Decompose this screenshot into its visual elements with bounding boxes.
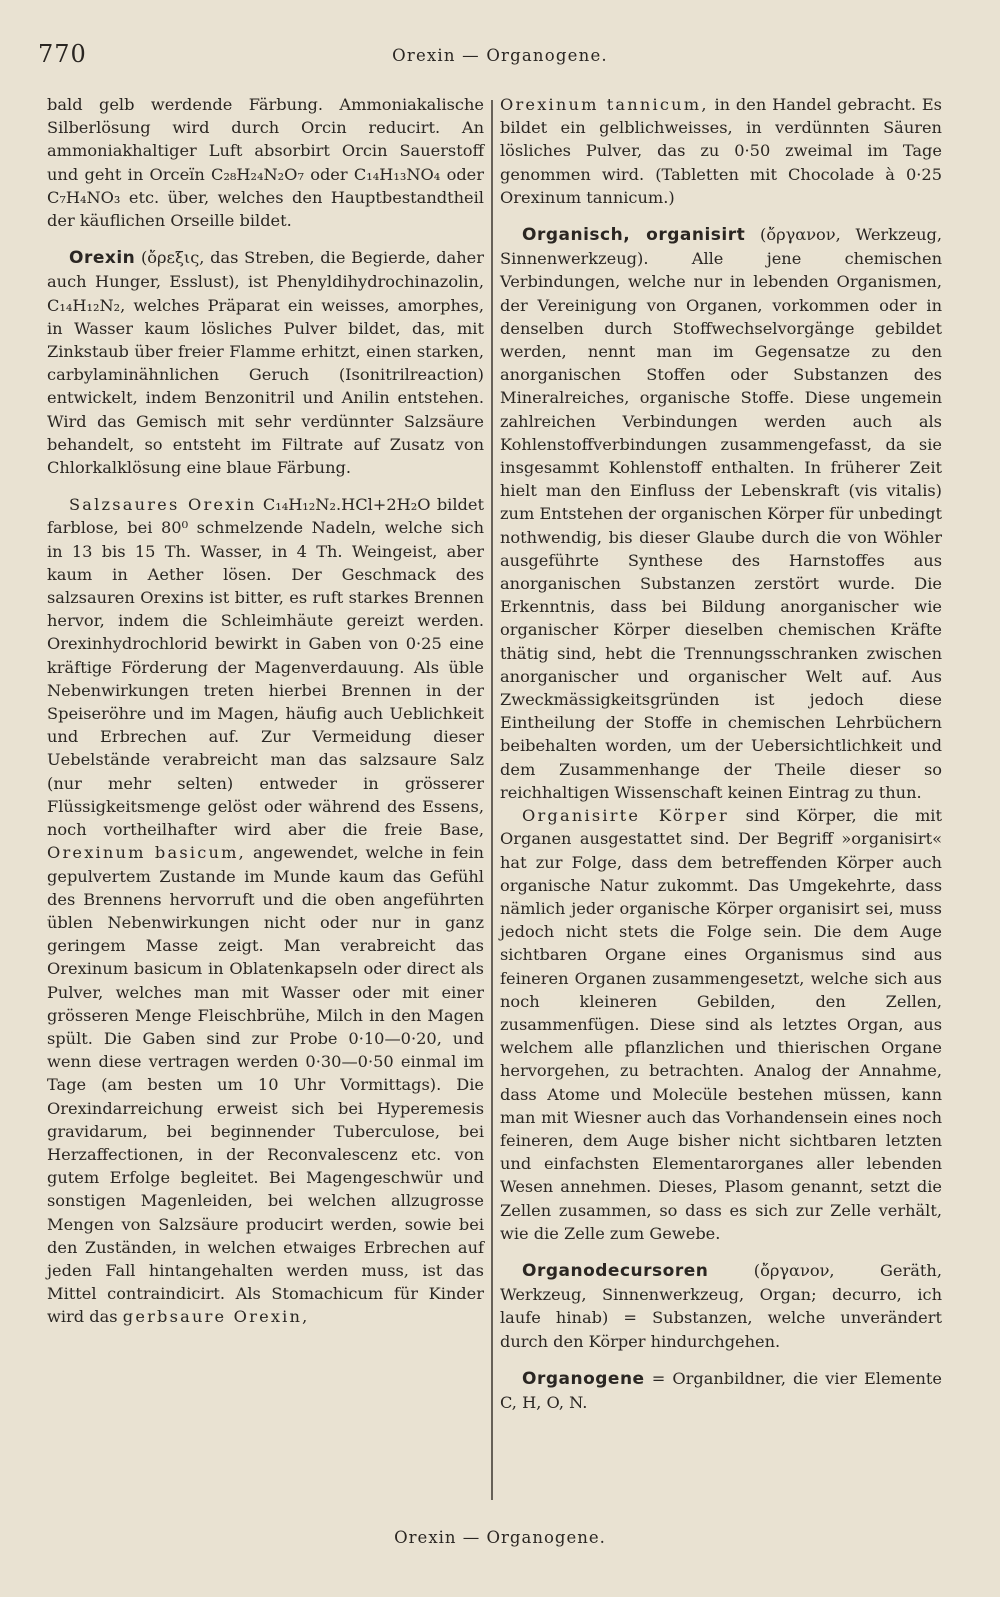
salzsaures-text-2: angewendet, welche in fein gepulvertem Zustande im Munde kaum das Gefühl des Brennens hervorruft und die oben angeführten üblen Nebenwirkungen nicht oder nur in ganz geringem Masse zeigt. Man verabreicht das Orexinum basicum in Oblatenkapseln oder direct als Pulver, welches man mit Wasser oder mit einer grösseren Menge Fleischbrühe, Milch in den Magen spült. Die Gaben sind zur Probe 0·10—0·20, und wenn diese vertragen werden 0·30—0·50 einmal im Tage (am besten um 10 Uhr Vormittags). Die Orexindarreichung erweist sich bei Hyperemesis gravidarum, bei beginnender Tuberculose, bei Herzaffectionen, in der Reconvalescenz etc. von gutem Erfolge begleitet. Bei Magengeschwür und sonstigen Magenleiden, bei welchen allzugrosse Mengen von Salzsäure producirt werden, sowie bei den Zuständen, in welchen etwaiges Erbrechen auf jeden Fall hintangehalten werden muss, ist das Mittel contraindicirt. Als Stomachicum für Kinder wird das bbox=[47, 843, 484, 1327]
headword-organodecursoren: Organodecursoren bbox=[522, 1260, 709, 1281]
page-number: 770 bbox=[38, 40, 87, 68]
tannicum-text: in den Handel gebracht. Es bildet ein gelblichweisses, in verdünnten Säuren lösliches Pulver, das zu 0·50 zweimal im Tage genommen wird. (Tabletten mit Chocolade à 0·25 Orexinum tannicum.) bbox=[500, 95, 942, 207]
organodecursoren-text: (ὄργανον, Geräth, Werkzeug, Sinnenwerkzeug, Organ; decurro, ich laufe hinab) = Substanzen, welche unverändert durch den Körper hindurchgehen. bbox=[500, 1260, 942, 1351]
orexin-text: (ὄρεξις, das Streben, die Begierde, daher auch Hunger, Esslust), ist Phenyldihydrochinazolin, C₁₄H₁₂N₂, welches Präparat ein weisses, amorphes, in Wasser kaum lösliches Pulver bildet, das, mit Zinkstaub über freier Flamme erhitzt, einen starken, carbylaminähnlichen Geruch (Isonitrilreaction) entwickelt, indem Benzonitril und Anilin entstehen. Wird das Gemisch mit sehr verdünnter Salzsäure behandelt, so entsteht im Filtrate auf Zusatz von Chlorkalklösung eine blaue Färbung. bbox=[47, 248, 484, 478]
headword-organogene: Organogene bbox=[522, 1368, 645, 1389]
running-foot: Orexin — Organogene. bbox=[394, 1528, 606, 1547]
organogene-entry bbox=[500, 1367, 942, 1414]
headword-organisch: Organisch, organisirt bbox=[522, 225, 746, 246]
organogene-text: = Organbildner, die vier Elemente C, H, O, N. bbox=[500, 1368, 942, 1412]
term-orexinum-basicum: Orexinum basicum, bbox=[47, 843, 246, 863]
orcin-entry-continuation bbox=[47, 93, 484, 232]
running-head: Orexin — Organogene. bbox=[392, 46, 608, 65]
left-column bbox=[47, 93, 484, 1329]
organodecursoren-entry bbox=[500, 1259, 942, 1353]
organisch-text: (ὄργανον, Werkzeug, Sinnenwerkzeug). Alle jene chemischen Verbindungen, welche nur in lebenden Organismen, der Vereinigung von Organen, vorkommen oder in denselben durch Stoffwechselvorgänge gebildet werden, nennt man im Gegensatze zu den anorganischen Stoffen oder Substanzen des Mineralreiches, organische Stoffe. Diese ungemein zahlreichen Verbindungen werden auch als Kohlenstoffverbindungen zusammengefasst, da sie insgesammt Kohlenstoff enthalten. In früherer Zeit hielt man den Einfluss der Lebenskraft (vis vitalis) zum Entstehen der organischen Körper für unbedingt nothwendig, bis dieser Glaube durch die von Wöhler ausgeführte Synthese des Harnstoffes aus anorganischen Substanzen zerstört wurde. Die Erkenntnis, dass bei Bildung anorganischer wie organischer Körper dieselben chemischen Kräfte thätig sind, hebt die Trennungsschranken zwischen anorganischer und organischer Welt auf. Aus Zweckmässigkeitsgründen ist jedoch diese Eintheilung der Stoffe in chemischen Lehrbüchern beibehalten worden, um der Uebersichtlichkeit und dem Zusammenhange der Theile dieser so reichhaltigen Wissenschaft keinen Eintrag zu thun. bbox=[500, 225, 942, 802]
term-organisirte-koerper: Organisirte Körper bbox=[522, 806, 729, 826]
orcin-text: bald gelb werdende Färbung. Ammoniakalische Silberlösung wird durch Orcin reducirt. An ammoniakhaltiger Luft absorbirt Orcin Sauerstoff und geht in Orceïn C₂₈H₂₄N₂O₇ oder C₁₄H₁₃NO₄ oder C₇H₄NO₃ etc. über, welches den Hauptbestandtheil der käuflichen Orseille bildet. bbox=[47, 95, 484, 231]
page-header bbox=[38, 40, 962, 80]
term-gerbsaure-orexin: gerbsaure Orexin, bbox=[122, 1307, 310, 1327]
right-column bbox=[500, 93, 942, 1414]
organisirte-koerper-paragraph bbox=[500, 804, 942, 1245]
orexinum-tannicum-continuation bbox=[500, 93, 942, 209]
term-salzsaures-orexin: Salzsaures Orexin bbox=[69, 495, 257, 515]
organisch-entry bbox=[500, 223, 942, 804]
salzsaures-orexin-entry bbox=[47, 493, 484, 1328]
term-orexinum-tannicum: Orexinum tannicum, bbox=[500, 95, 709, 114]
column-divider bbox=[491, 100, 493, 1500]
orexin-entry bbox=[47, 246, 484, 479]
headword-orexin: Orexin bbox=[69, 248, 136, 269]
salzsaures-text-1: C₁₄H₁₂N₂.HCl+2H₂O bildet farblose, bei 80⁰ schmelzende Nadeln, welche sich in 13 bis 15 Th. Wasser, in 4 Th. Weingeist, aber kaum in Aether lösen. Der Geschmack des salzsauren Orexins ist bitter, es ruft starkes Brennen hervor, indem die Schleimhäute gereizt werden. Orexinhydrochlorid bewirkt in Gaben von 0·25 eine kräftige Förderung der Magenverdauung. Als üble Nebenwirkungen treten hierbei Brennen in der Speiseröhre und im Magen, häufig auch Ueblichkeit und Erbrechen auf. Zur Vermeidung dieser Uebelstände verabreicht man das salzsaure Salz (nur mehr selten) entweder in grösserer Flüssigkeitsmenge gelöst oder während des Essens, noch vortheilhafter wird aber die freie Base, bbox=[47, 495, 484, 840]
organisirte-text: sind Körper, die mit Organen ausgestattet sind. Der Begriff »organisirt« hat zur Folge, dass dem betreffenden Körper auch organische Natur zukommt. Das Umgekehrte, dass nämlich jeder organische Körper organisirt sei, muss jedoch nicht stets die Folge sein. Die dem Auge sichtbaren Organe eines Organismus sind aus feineren Organen zusammengesetzt, welche sich aus noch kleineren Gebilden, den Zellen, zusammenfügen. Diese sind als letztes Organ, aus welchem alle pflanzlichen und thierischen Organe hervorgehen, zu betrachten. Analog der Annahme, dass Atome und Molecüle bestehen müssen, kann man mit Wiesner auch das Vorhandensein eines noch feineren, dem Auge bisher nicht sichtbaren letzten und einfachsten Elementarorganes aller lebenden Wesen annehmen. Dieses, Plasom genannt, setzt die Zellen zusammen, so dass es sich zur Zelle verhält, wie die Zelle zum Gewebe. bbox=[500, 806, 942, 1243]
